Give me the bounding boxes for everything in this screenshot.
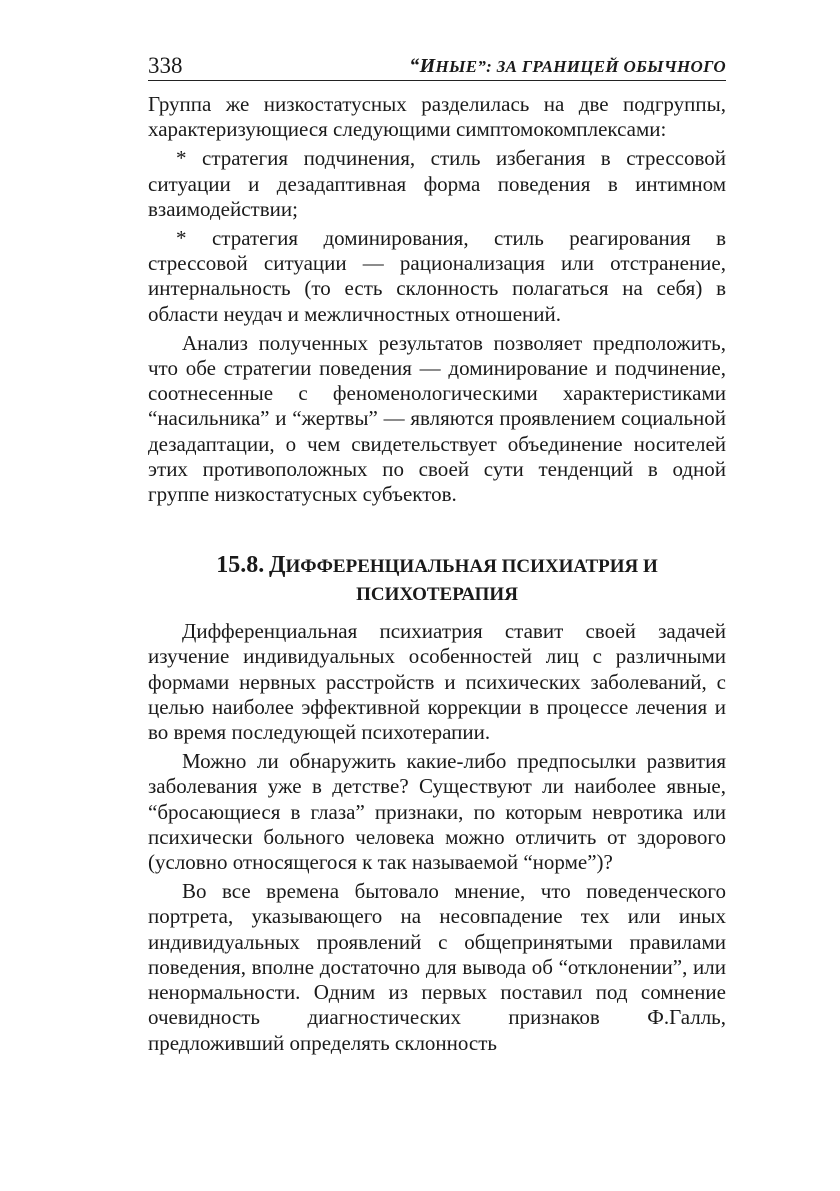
bullet-item: * стратегия доминирования, стиль реагирования в стрессовой ситуации — рационализация или отстранение, интернальность (то есть склонность полагаться на себя) в области неудач и межличностных отношений. <box>148 226 726 326</box>
section-title-line1: ИФФЕРЕНЦИАЛЬНАЯ ПСИХИАТРИЯ И <box>285 556 658 578</box>
running-title <box>409 52 726 81</box>
page-body <box>148 92 726 1060</box>
paragraph: Группа же низкостатусных разделилась на две подгруппы, характеризующиеся следующими симптомокомплексами: <box>148 92 726 142</box>
paragraph: Анализ полученных результатов позволяет предположить, что обе стратегии поведения — доминирование и подчинение, соотнесенные с феноменологическими характеристиками “насильника” и “жертвы” — являются проявлением социальной дезадаптации, о чем свидетельствует объединение носителей этих противоположных по своей сути тенденций в одной группе низкостатусных субъектов. <box>148 330 726 507</box>
section-heading-line1 <box>148 551 726 581</box>
section-heading <box>148 551 726 609</box>
paragraph: Можно ли обнаружить какие-либо предпосылки развития заболевания уже в детстве? Существуют ли наиболее явные, “бросающиеся в глаза” признаки, по которым невротика или психически больного человека можно отличить от здорового (условно относящегося к так называемой “норме”)? <box>148 749 726 875</box>
running-title-initial: “И <box>409 55 436 77</box>
paragraph: Во все времена бытовало мнение, что поведенческого портрета, указывающего на несовпадение тех или иных индивидуальных проявлений с общепринятыми правилами поведения, вполне достаточно для вывода об “отклонении”, или ненормальности. Одним из первых поставил под сомнение очевидность диагностических признаков Ф.Галль, предложивший определять склонность <box>148 879 726 1055</box>
running-header <box>148 52 726 81</box>
page-number: 338 <box>148 53 183 78</box>
running-title-rest: НЫЕ”: ЗА ГРАНИЦЕЙ ОБЫЧНОГО <box>435 57 726 76</box>
paragraph: Дифференциальная психиатрия ставит своей задачей изучение индивидуальных особенностей лиц с различными формами нервных расстройств и психических заболеваний, с целью наиболее эффективной коррекции в процессе лечения и во время последующей психотерапии. <box>148 619 726 745</box>
section-number: 15.8. <box>216 552 265 579</box>
section-title-initial: Д <box>268 552 286 579</box>
section-title-line2: ПСИХОТЕРАПИЯ <box>356 584 518 606</box>
bullet-item: * стратегия подчинения, стиль избегания в стрессовой ситуации и дезадаптивная форма поведения в интимном взаимодействии; <box>148 146 726 221</box>
